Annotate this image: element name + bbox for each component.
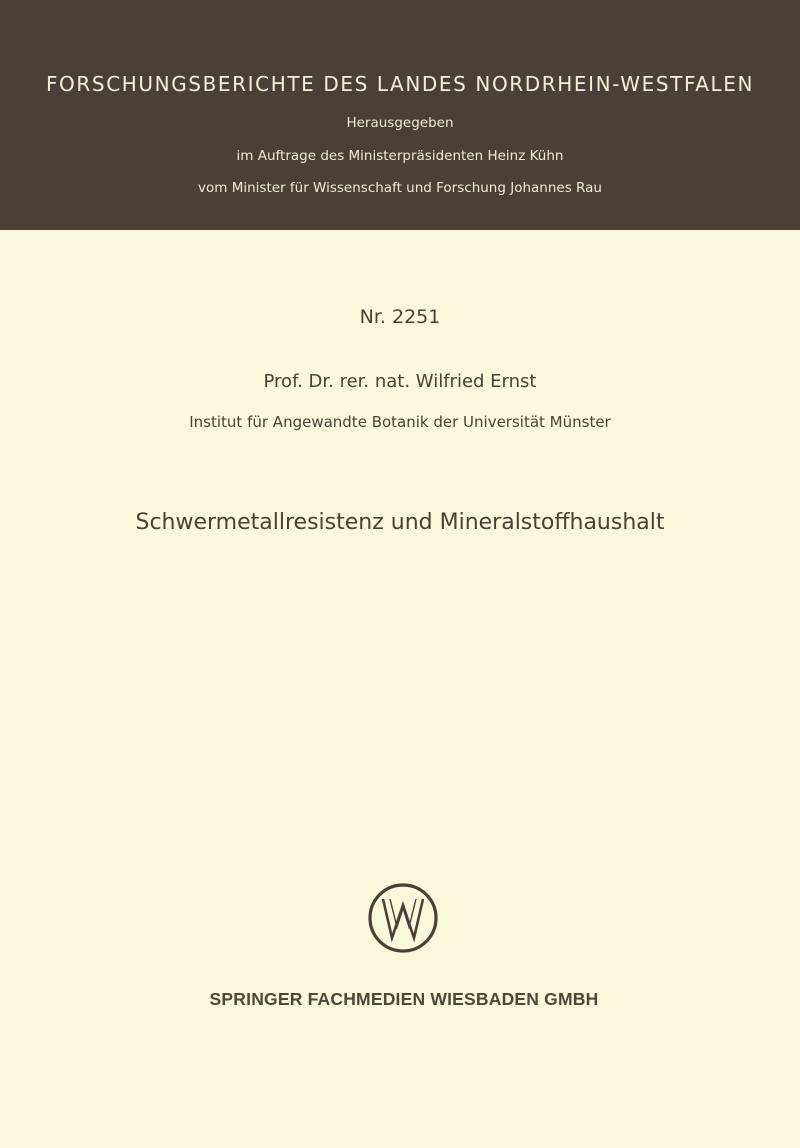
minister-line: vom Minister für Wissenschaft und Forschung Johannes Rau: [198, 180, 602, 196]
series-title: FORSCHUNGSBERICHTE DES LANDES NORDRHEIN-WESTFALEN: [45, 72, 755, 96]
report-number: Nr. 2251: [359, 306, 441, 328]
publisher-name: SPRINGER FACHMEDIEN WIESBADEN GMBH: [209, 989, 599, 1009]
commission-line: im Auftrage des Ministerpräsidenten Heinz Kühn: [236, 148, 564, 164]
springer-vieweg-circle-w-logo-icon: [367, 882, 439, 954]
institute-name: Institut für Angewandte Botanik der Universität Münster: [189, 413, 611, 431]
book-title: Schwermetallresistenz und Mineralstoffhaushalt: [135, 510, 665, 535]
editor-label: Herausgegeben: [346, 115, 454, 131]
header-band: [0, 0, 800, 230]
author-name: Prof. Dr. rer. nat. Wilfried Ernst: [263, 371, 537, 392]
